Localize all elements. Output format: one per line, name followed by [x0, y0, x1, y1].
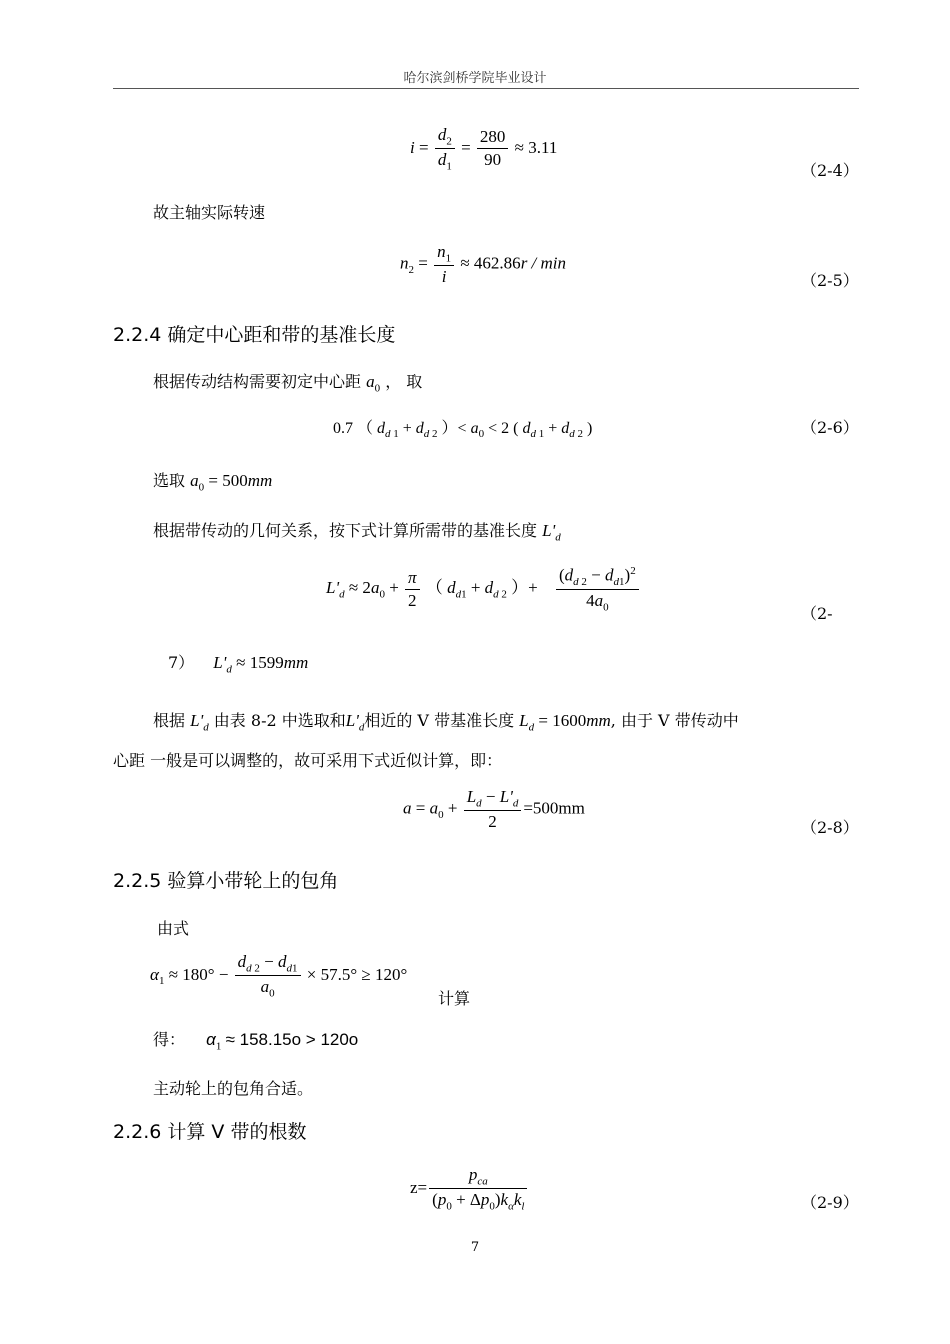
paragraph-geometry: 根据带传动的几何关系，按下式计算所需带的基准长度 $L'_d$: [153, 521, 561, 544]
equation-number-2-8: （2-8）: [801, 818, 859, 837]
section-heading-2-2-4: 2.2.4 确定中心距和带的基准长度: [113, 324, 396, 346]
paragraph-spindle-speed: 故主轴实际转速: [153, 203, 266, 222]
paragraph-choose-a0: 选取 $a_0 = 500mm$: [153, 471, 273, 494]
equation-number-2-4: （2-4）: [801, 161, 859, 180]
page-header-title: 哈尔滨剑桥学院毕业设计: [403, 71, 547, 86]
equation-number-2-7-part1: （2-: [801, 604, 833, 623]
header-rule: [113, 88, 859, 89]
paragraph-table-line2: 心距 一般是可以调整的，故可采用下式近似计算，即：: [113, 751, 503, 770]
paragraph-table-selection: 根据 $L'_d$ 由表 8-2 中选取和$L'_d$相近的 V 带基准长度 $L_d = 1600mm$, 由于 V 带传动中: [153, 711, 739, 734]
paragraph-angle-ok: 主动轮上的包角合适。: [153, 1079, 314, 1098]
equation-2-7-result: 7） $L'_d \approx 1599mm$: [168, 653, 309, 676]
paragraph-got: 得： $\alpha_1 \approx 158.15o > 120o$: [153, 1030, 359, 1053]
equation-number-2-9: （2-9）: [801, 1193, 859, 1212]
equation-2-6: 0.7 （ $d_{d 1} + d_{d 2}$ ）< $a_0 < 2$ ( $d_{d 1} + d_{d 2}$ ): [333, 420, 593, 441]
equation-2-9: z= $\frac{p_{ca}}{(p_0 + \Delta p_0)k_\alpha k_l}$: [410, 1165, 529, 1213]
equation-alpha: $\alpha_1 \approx 180^\circ$ − $\frac{d_{d 2} - d_{d1}}{a_0}$ × 57.5° ≥ 120°: [150, 952, 408, 1000]
section-heading-2-2-5: 2.2.5 验算小带轮上的包角: [113, 870, 339, 892]
equation-number-2-6: （2-6）: [801, 418, 859, 437]
section-heading-2-2-6: 2.2.6 计算 V 带的根数: [113, 1121, 307, 1143]
equation-2-7: $L'_d \approx 2a_0$ + $\frac{\pi}{2}$ （ $d_{d1} + d_{d 2}$ ）+ $\frac{(d_{d 2} - d_{d1})^2}{4a_0}$: [326, 565, 641, 613]
equation-2-5: $n_2$ = $\frac{n_1}{i}$ ≈ 462.86r / min: [400, 242, 567, 287]
page-number: 7: [470, 1240, 480, 1255]
paragraph-initial-center: 根据传动结构需要初定中心距 $a_0$ ， 取: [153, 372, 423, 395]
equation-number-2-5: （2-5）: [801, 271, 859, 290]
paragraph-calc: 计算: [438, 989, 471, 1008]
equation-2-8: $a = a_0$ + $\frac{L_d - L'_d}{2}$ =500mm: [403, 787, 585, 832]
paragraph-from-formula: 由式: [157, 919, 190, 938]
equation-2-4: i = $\frac{d_2}{d_1}$ = $\frac{280}{90}$ ≈ 3.11: [410, 125, 558, 173]
